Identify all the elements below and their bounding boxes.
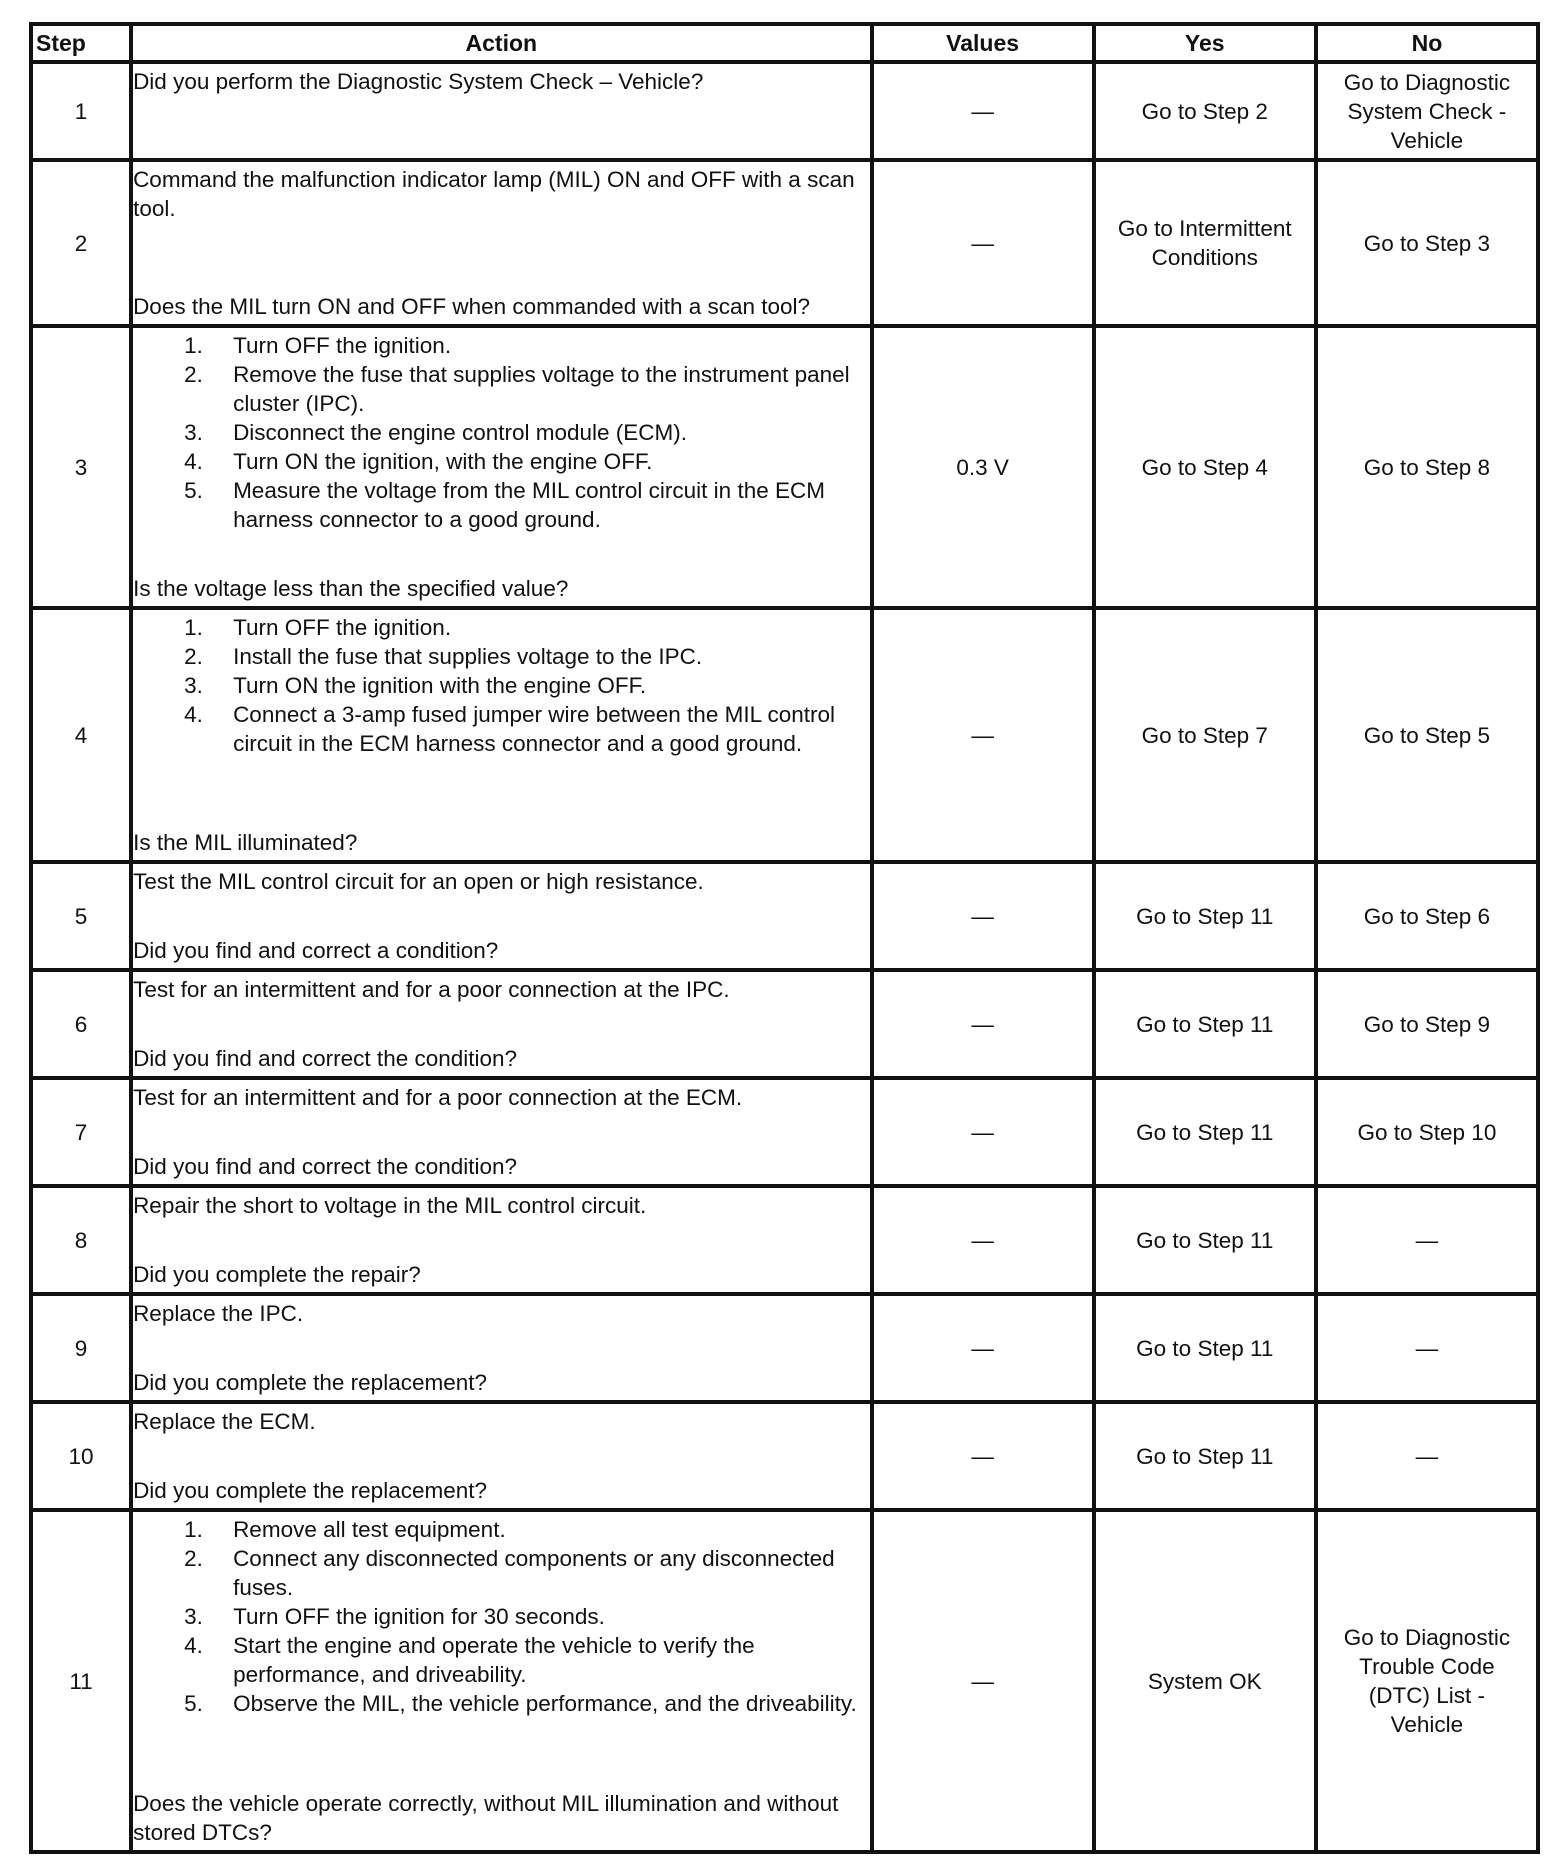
no-cell: Go to Diagnostic Trouble Code (DTC) List - Vehicle — [1316, 1510, 1538, 1852]
no-cell: — — [1316, 1186, 1538, 1294]
action-question: Does the MIL turn ON and OFF when commanded with a scan tool? — [133, 294, 811, 319]
action-content — [133, 867, 869, 965]
header-action: Action — [131, 24, 871, 62]
action-cell — [131, 62, 871, 160]
action-step-item: Turn ON the ignition with the engine OFF. — [233, 673, 647, 698]
values-cell: — — [872, 608, 1094, 862]
action-top — [133, 165, 869, 223]
action-top — [133, 331, 869, 534]
action-content — [133, 1299, 869, 1397]
action-content — [133, 613, 869, 857]
yes-cell: Go to Step 11 — [1094, 862, 1316, 970]
no-cell: Go to Diagnostic System Check - Vehicle — [1316, 62, 1538, 160]
action-text: Repair the short to voltage in the MIL control circuit. — [133, 1193, 647, 1218]
header-values: Values — [872, 24, 1094, 62]
yes-cell: Go to Step 11 — [1094, 1294, 1316, 1402]
action-step-item: Start the engine and operate the vehicle to verify the performance, and driveability. — [233, 1633, 755, 1687]
action-top — [133, 1407, 869, 1436]
table-row — [31, 1186, 1538, 1294]
yes-cell: Go to Step 7 — [1094, 608, 1316, 862]
yes-cell: System OK — [1094, 1510, 1316, 1852]
diagnostic-table — [29, 22, 1540, 1854]
values-cell: — — [872, 1294, 1094, 1402]
no-cell: Go to Step 9 — [1316, 970, 1538, 1078]
values-cell: — — [872, 1078, 1094, 1186]
yes-cell: Go to Step 4 — [1094, 326, 1316, 608]
action-step-item: Disconnect the engine control module (ECM). — [233, 420, 688, 445]
action-question: Did you complete the repair? — [133, 1262, 421, 1287]
action-content — [133, 975, 869, 1073]
values-cell: — — [872, 160, 1094, 326]
yes-cell: Go to Intermittent Conditions — [1094, 160, 1316, 326]
header-step: Step — [31, 24, 131, 62]
action-text: Replace the ECM. — [133, 1409, 316, 1434]
action-top — [133, 975, 869, 1004]
action-step-item: Connect a 3-amp fused jumper wire between the MIL control circuit in the ECM harness connector and a good ground. — [233, 702, 836, 756]
action-step-item: Turn ON the ignition, with the engine OFF. — [233, 449, 653, 474]
table-row — [31, 62, 1538, 160]
yes-cell: Go to Step 11 — [1094, 1078, 1316, 1186]
header-row — [31, 24, 1538, 62]
action-content — [133, 1083, 869, 1181]
yes-cell: Go to Step 11 — [1094, 1186, 1316, 1294]
action-question: Did you complete the replacement? — [133, 1370, 488, 1395]
action-top — [133, 613, 869, 758]
values-cell: 0.3 V — [872, 326, 1094, 608]
action-step-list — [133, 1515, 869, 1718]
table-row — [31, 1510, 1538, 1852]
table-row — [31, 1078, 1538, 1186]
table-row — [31, 862, 1538, 970]
header-yes: Yes — [1094, 24, 1316, 62]
table-row — [31, 970, 1538, 1078]
values-cell: — — [872, 862, 1094, 970]
action-step-item: Turn OFF the ignition. — [233, 615, 452, 640]
values-cell: — — [872, 970, 1094, 1078]
action-top — [133, 1299, 869, 1328]
action-cell — [131, 326, 871, 608]
action-question: Is the voltage less than the specified value? — [133, 576, 569, 601]
action-question: Did you find and correct a condition? — [133, 938, 499, 963]
no-cell: — — [1316, 1294, 1538, 1402]
values-cell: — — [872, 62, 1094, 160]
action-top — [133, 1191, 869, 1220]
action-question: Does the vehicle operate correctly, without MIL illumination and without stored DTCs? — [133, 1791, 839, 1845]
step-number: 8 — [31, 1186, 131, 1294]
yes-cell: Go to Step 11 — [1094, 1402, 1316, 1510]
action-cell — [131, 1294, 871, 1402]
action-top — [133, 1515, 869, 1718]
values-cell: — — [872, 1186, 1094, 1294]
action-cell — [131, 160, 871, 326]
step-number: 2 — [31, 160, 131, 326]
table-row — [31, 1294, 1538, 1402]
yes-cell: Go to Step 2 — [1094, 62, 1316, 160]
action-step-item: Remove all test equipment. — [233, 1517, 506, 1542]
yes-cell: Go to Step 11 — [1094, 970, 1316, 1078]
action-step-item: Install the fuse that supplies voltage to the IPC. — [233, 644, 703, 669]
action-top — [133, 867, 869, 896]
action-cell — [131, 608, 871, 862]
action-content — [133, 331, 869, 603]
values-cell: — — [872, 1510, 1094, 1852]
action-cell — [131, 1078, 871, 1186]
action-content — [133, 1515, 869, 1847]
action-content — [133, 1191, 869, 1289]
action-question: Did you find and correct the condition? — [133, 1046, 518, 1071]
header-no: No — [1316, 24, 1538, 62]
table-row — [31, 608, 1538, 862]
action-step-list — [133, 613, 869, 758]
action-content — [133, 1407, 869, 1505]
step-number: 1 — [31, 62, 131, 160]
action-cell — [131, 862, 871, 970]
action-text: Did you perform the Diagnostic System Check – Vehicle? — [133, 69, 704, 94]
table-row — [31, 160, 1538, 326]
step-number: 10 — [31, 1402, 131, 1510]
no-cell: Go to Step 6 — [1316, 862, 1538, 970]
action-question: Is the MIL illuminated? — [133, 830, 358, 855]
action-cell — [131, 1186, 871, 1294]
action-cell — [131, 1402, 871, 1510]
action-top — [133, 67, 869, 96]
no-cell: Go to Step 5 — [1316, 608, 1538, 862]
action-top — [133, 1083, 869, 1112]
action-step-item: Remove the fuse that supplies voltage to the instrument panel cluster (IPC). — [233, 362, 850, 416]
action-text: Replace the IPC. — [133, 1301, 304, 1326]
action-step-item: Measure the voltage from the MIL control circuit in the ECM harness connector to a good ground. — [233, 478, 825, 532]
table-row — [31, 326, 1538, 608]
action-content — [133, 165, 869, 321]
action-content — [133, 67, 869, 155]
action-question: Did you find and correct the condition? — [133, 1154, 518, 1179]
table-row — [31, 1402, 1538, 1510]
step-number: 9 — [31, 1294, 131, 1402]
step-number: 5 — [31, 862, 131, 970]
action-cell — [131, 1510, 871, 1852]
step-number: 7 — [31, 1078, 131, 1186]
action-text: Test for an intermittent and for a poor connection at the IPC. — [133, 977, 730, 1002]
no-cell: Go to Step 10 — [1316, 1078, 1538, 1186]
action-step-item: Turn OFF the ignition for 30 seconds. — [233, 1604, 605, 1629]
no-cell: Go to Step 3 — [1316, 160, 1538, 326]
no-cell: Go to Step 8 — [1316, 326, 1538, 608]
action-cell — [131, 970, 871, 1078]
action-step-list — [133, 331, 869, 534]
action-step-item: Turn OFF the ignition. — [233, 333, 452, 358]
step-number: 4 — [31, 608, 131, 862]
action-step-item: Connect any disconnected components or any disconnected fuses. — [233, 1546, 835, 1600]
values-cell: — — [872, 1402, 1094, 1510]
step-number: 11 — [31, 1510, 131, 1852]
action-step-item: Observe the MIL, the vehicle performance, and the driveability. — [233, 1691, 857, 1716]
action-question: Did you complete the replacement? — [133, 1478, 488, 1503]
action-text: Command the malfunction indicator lamp (MIL) ON and OFF with a scan tool. — [133, 167, 855, 221]
step-number: 3 — [31, 326, 131, 608]
action-text: Test for an intermittent and for a poor connection at the ECM. — [133, 1085, 743, 1110]
step-number: 6 — [31, 970, 131, 1078]
no-cell: — — [1316, 1402, 1538, 1510]
action-text: Test the MIL control circuit for an open or high resistance. — [133, 869, 704, 894]
